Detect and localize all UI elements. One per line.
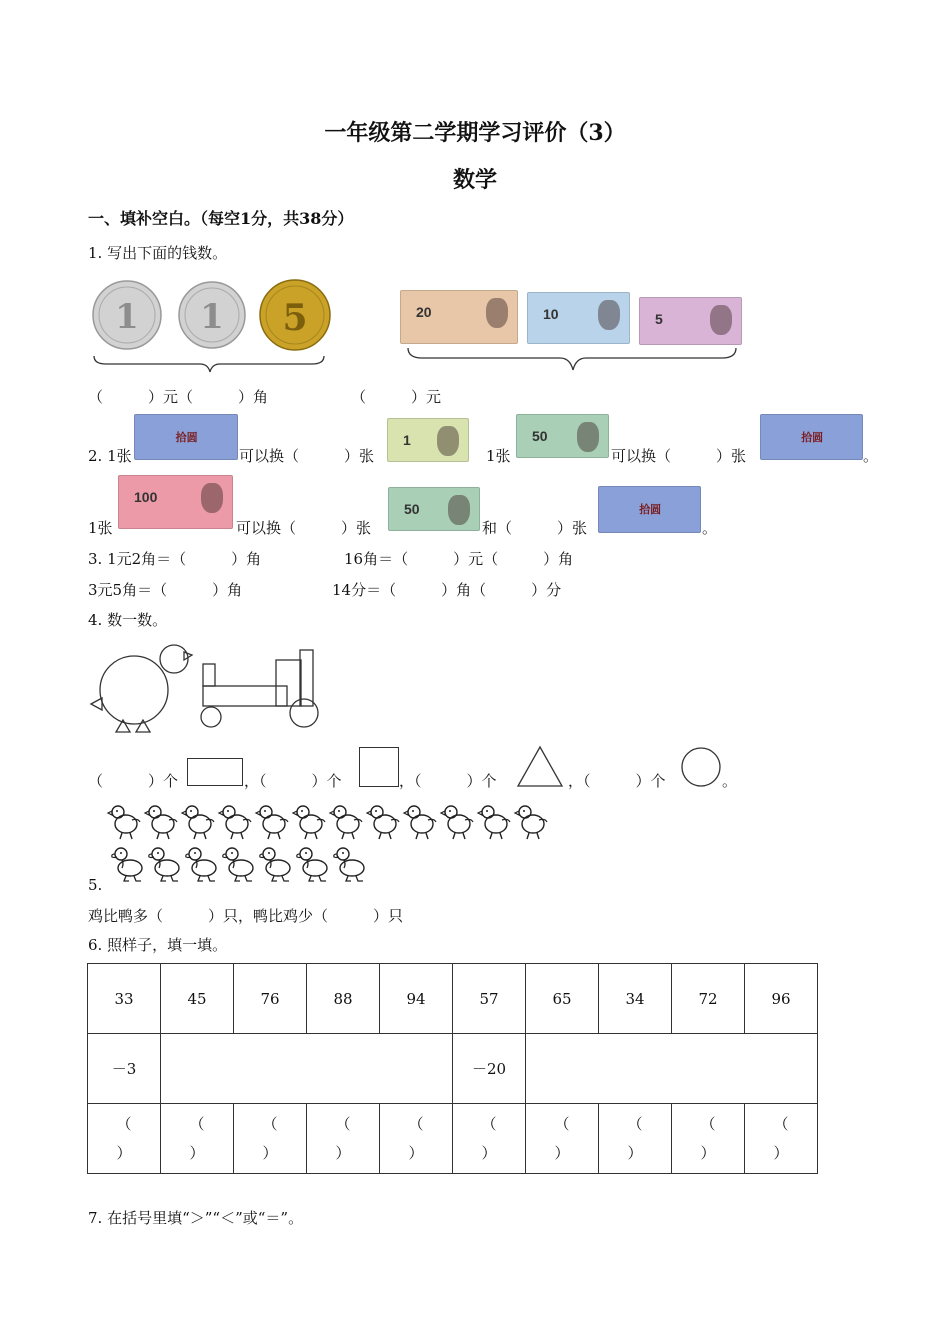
duck-icon: [149, 848, 179, 881]
page-title: 一年级第二学期学习评价（3）: [324, 120, 626, 146]
old-banknote-10-icon: [598, 486, 701, 533]
answer-cell[interactable]: （ ）: [234, 1104, 307, 1174]
duck-icon: [334, 848, 364, 881]
q1-answer-bills: （ ）元: [351, 388, 442, 406]
empty-cell: [526, 1034, 818, 1104]
coin-1-yuan-icon: [179, 282, 245, 348]
q3-a: 3. 1元2角＝（ ）角: [88, 550, 262, 568]
shapes-figure: [88, 640, 328, 736]
old-banknote-10-label: 拾圆: [639, 503, 662, 517]
q3-d: 14分＝（ ）角（ ）分: [332, 581, 562, 599]
banknote-1-denomination: 1: [403, 432, 411, 448]
car-body-rect-icon: [203, 686, 287, 706]
q2-can-swap-1: 可以换（ ）张: [239, 447, 375, 465]
coin-3-denomination: 5: [282, 297, 308, 339]
q1-label: 1. 写出下面的钱数。: [88, 244, 228, 262]
chick-icon: [441, 806, 473, 839]
q4-end: 。: [722, 772, 738, 790]
chick-icon: [256, 806, 288, 839]
coin-1-yuan-icon: [93, 281, 161, 349]
duck-icon: [260, 848, 290, 881]
coins-brace-icon: [94, 356, 324, 372]
subject-title: 数学: [452, 167, 497, 193]
wide-rectangle-icon: [187, 758, 243, 786]
answer-cell[interactable]: （ ）: [380, 1104, 453, 1174]
table-row: [88, 964, 818, 1034]
chick-icon: [182, 806, 214, 839]
chicken-tail-triangle-icon: [91, 698, 102, 710]
banknote-20-denomination: 20: [416, 304, 432, 320]
duck-icon: [186, 848, 216, 881]
q2-can-swap-2: 可以换（ ）张: [611, 447, 747, 465]
banknote-50-icon: [516, 414, 609, 458]
coin-5-jiao-icon: [260, 280, 330, 350]
operation-cell: －20: [453, 1034, 526, 1104]
q6-table: [87, 963, 818, 1174]
table-cell: 72: [672, 964, 745, 1034]
car-wheel-small-icon: [201, 707, 221, 727]
square-icon: [359, 747, 399, 787]
car-back-square-icon: [203, 664, 215, 686]
table-cell: 96: [745, 964, 818, 1034]
table-cell: 45: [161, 964, 234, 1034]
coin-1-denomination: 1: [115, 297, 139, 337]
answer-cell[interactable]: （ ）: [161, 1104, 234, 1174]
chick-icon: [404, 806, 436, 839]
banknote-1-icon: [387, 418, 469, 462]
chick-icon: [219, 806, 251, 839]
empty-cell: [161, 1034, 453, 1104]
table-row: [88, 1104, 818, 1174]
banknote-10-denomination: 10: [543, 306, 559, 322]
table-cell: 65: [526, 964, 599, 1034]
table-cell: 94: [380, 964, 453, 1034]
circle-icon: [680, 746, 724, 788]
q5-text: 鸡比鸭多（ ）只，鸭比鸡少（ ）只: [88, 907, 404, 925]
chicks-ducks-figure: [104, 800, 564, 884]
chicken-body-circle-icon: [100, 656, 168, 724]
q3-b: 16角＝（ ）元（ ）角: [344, 550, 574, 568]
q2-row2-and: 和（ ）张: [482, 519, 588, 537]
q5-number: 5.: [88, 876, 103, 894]
duck-icon: [112, 848, 142, 881]
banknote-50-denomination: 50: [404, 501, 420, 517]
chick-icon: [330, 806, 362, 839]
q3-c: 3元5角＝（ ）角: [88, 581, 243, 599]
banknote-20-icon: [400, 290, 518, 344]
q6-label: 6. 照样子，填一填。: [88, 936, 228, 954]
car-cabin-rect-icon: [276, 660, 301, 706]
chick-icon: [478, 806, 510, 839]
chick-icon: [367, 806, 399, 839]
answer-cell[interactable]: （ ）: [88, 1104, 161, 1174]
old-banknote-10-label: 拾圆: [175, 430, 198, 444]
old-banknote-10-icon: [134, 414, 238, 460]
q4-count-square: ，（ ）个: [244, 772, 342, 790]
operation-cell: －3: [88, 1034, 161, 1104]
answer-cell[interactable]: （ ）: [307, 1104, 380, 1174]
q7-label: 7. 在括号里填“＞”“＜”或“＝”。: [88, 1209, 304, 1227]
duck-icon: [297, 848, 327, 881]
answer-cell[interactable]: （ ）: [599, 1104, 672, 1174]
q2-one-zhang: 1张: [486, 447, 511, 465]
q2-row2-swap: 可以换（ ）张: [236, 519, 372, 537]
coin-2-denomination: 1: [200, 297, 224, 337]
table-cell: 34: [599, 964, 672, 1034]
q4-count-circle: ，（ ）个: [568, 772, 666, 790]
table-cell: 33: [88, 964, 161, 1034]
old-banknote-10-label: 拾圆: [801, 430, 824, 444]
old-banknote-10-icon: [760, 414, 863, 460]
chick-icon: [515, 806, 547, 839]
table-cell: 88: [307, 964, 380, 1034]
table-row: [88, 1034, 818, 1104]
banknote-5-denomination: 5: [655, 311, 663, 327]
q4-count-rect: （ ）个: [88, 772, 179, 790]
answer-cell[interactable]: （ ）: [672, 1104, 745, 1174]
banknote-100-denomination: 100: [134, 489, 158, 505]
banknote-10-icon: [527, 292, 630, 344]
duck-icon: [223, 848, 253, 881]
banknote-50-icon: [388, 487, 480, 531]
q2-row2-prefix: 1张: [88, 519, 113, 537]
bills-brace-icon: [400, 346, 745, 374]
table-cell: 57: [453, 964, 526, 1034]
chick-icon: [145, 806, 177, 839]
q2-prefix: 2. 1张: [88, 447, 132, 465]
banknote-5-icon: [639, 297, 742, 345]
q4-count-triangle: ，（ ）个: [399, 772, 497, 790]
chick-icon: [108, 806, 140, 839]
table-cell: 76: [234, 964, 307, 1034]
triangle-icon: [516, 744, 564, 788]
q2-row2-end: 。: [702, 519, 718, 537]
car-wheel-large-icon: [290, 699, 318, 727]
banknote-100-icon: [118, 475, 233, 529]
answer-cell[interactable]: （ ）: [526, 1104, 599, 1174]
coins-figure: [80, 268, 350, 376]
car-front-rect-icon: [300, 650, 313, 706]
q1-answer-coins: （ ）元（ ）角: [88, 388, 269, 406]
q2-end-1: 。: [863, 447, 879, 465]
answer-cell[interactable]: （ ）: [745, 1104, 818, 1174]
answer-cell[interactable]: （ ）: [453, 1104, 526, 1174]
chick-icon: [293, 806, 325, 839]
banknote-50-denomination: 50: [532, 428, 548, 444]
q4-label: 4. 数一数。: [88, 611, 168, 629]
chicken-foot-triangle-icon: [136, 720, 150, 732]
section-heading: 一、填补空白。（每空1分，共38分）: [88, 209, 354, 228]
